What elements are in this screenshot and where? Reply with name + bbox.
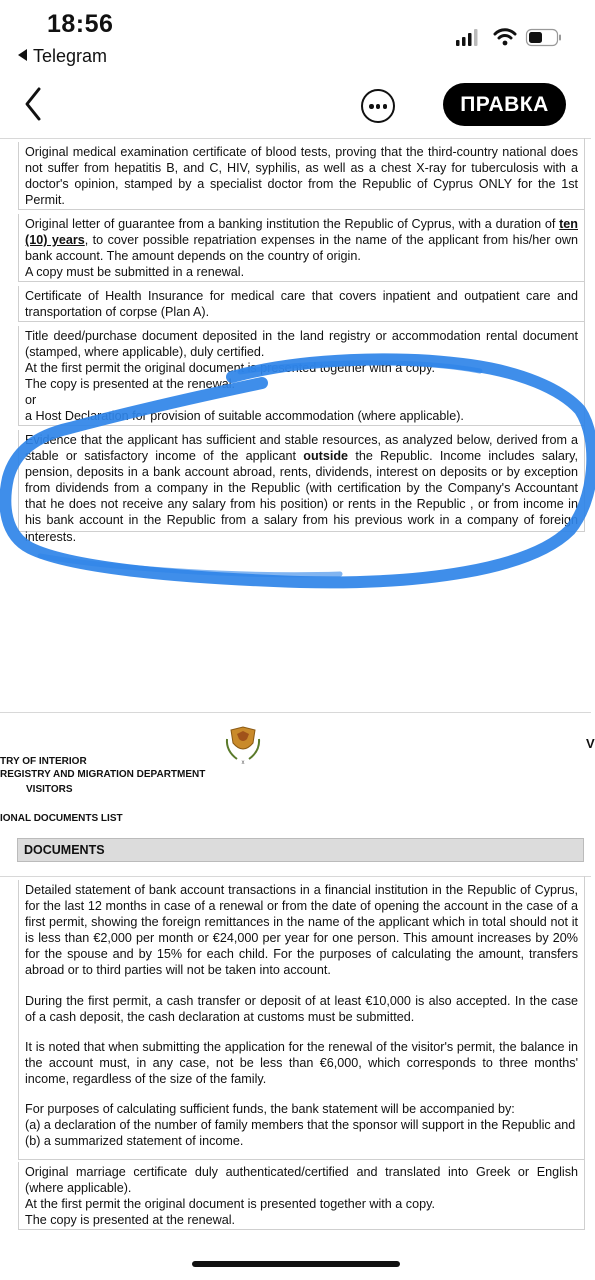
row-top-border <box>0 876 591 877</box>
requirement-text: Title deed/purchase document deposited in the land registry or accommodation rental document (stamped, where applicable), duly certified. <box>25 329 578 360</box>
department-header-line: REGISTRY AND MIGRATION DEPARTMENT <box>0 769 206 780</box>
dot-icon <box>369 104 374 109</box>
status-time: 18:56 <box>47 10 114 38</box>
requirement-text: For purposes of calculating sufficient funds, the bank statement will be accompanied by: <box>25 1102 515 1117</box>
requirement-marriage-certificate <box>18 1162 584 1230</box>
requirement-medical <box>18 142 584 210</box>
requirement-text: or <box>25 393 37 408</box>
requirement-text: Original letter of guarantee from a banking institution the Republic of Cyprus, with a duration of <box>25 217 560 231</box>
requirement-text: , to cover possible repatriation expenses in the name of the applicant from his/her own bank account. The amount depends on the country of origin. <box>25 233 579 264</box>
page-top-border <box>0 712 591 713</box>
requirement-text: the Republic. Income includes salary, pension, deposits in a bank account abroad, rents, dividends, interest on deposits or by exception from dividends from a company in the Republic (with certification by the Company's Accountant that he does not receive any salary from his position) or rents in the Republic , or from income in his bank account in the Republic from a salary from his previous work in a company of foreign interests. <box>25 449 578 544</box>
requirement-text: The copy is presented at the renewal. <box>25 377 236 392</box>
outside-emphasis: outside <box>303 449 349 464</box>
back-to-app-link[interactable] <box>18 46 107 67</box>
table-right-border <box>584 876 585 1230</box>
documents-list-title: IONAL DOCUMENTS LIST <box>0 813 123 824</box>
requirement-accommodation <box>18 326 584 426</box>
requirement-text: Original marriage certificate duly authenticated/certified and translated into Greek or English (where applicable). <box>25 1165 578 1196</box>
requirement-text: At the first permit the original document is presented together with a copy. <box>25 1197 435 1212</box>
requirement-text: Detailed statement of bank account transactions in a financial institution in the Republic of Cyprus, for the last 12 months in case of a renewal or from the date of opening the account in the case of a first permit, showing the foreign remittances in the name of the applicant which in total should not it is less than €2,000 per month or €24,000 per year for one person. This amount increases by 20% for the spouse and by 15% for each child. For the purposes of calculating the amount, transfers abroad or to third parties will not be taken into account. <box>25 883 578 978</box>
requirement-bank-guarantee <box>18 214 584 282</box>
ten-years-emphasis: ten (10) years <box>25 217 578 248</box>
requirement-health-insurance <box>18 286 584 322</box>
visitors-header-line: VISITORS <box>26 784 73 795</box>
edit-button[interactable]: ПРАВКА <box>443 83 566 126</box>
requirement-text: Original medical examination certificate of blood tests, proving that the third-country national does not suffer from hepatitis B, and C, HIV, syphilis, as well as a chest X-ray for tuberculosis with a doctor's opinion, stamped by a specialist doctor from the Republic of Cyprus ONLY for the 1st Permit. <box>25 145 578 208</box>
dot-icon <box>376 104 381 109</box>
status-icons <box>456 28 566 48</box>
wifi-icon <box>495 30 515 46</box>
cellular-signal-icon <box>456 29 478 46</box>
requirement-bank-statement <box>18 880 584 1160</box>
ministry-header-line: TRY OF INTERIOR <box>0 756 87 767</box>
requirement-text: a Host Declaration for provision of suitable accommodation (where applicable). <box>25 409 464 424</box>
requirement-text: (a) a declaration of the number of family members that the sponsor will support in the Republic and <box>25 1118 576 1133</box>
back-chevron-icon[interactable] <box>22 86 58 122</box>
svg-text:x: x <box>241 760 245 766</box>
documents-column-header: DOCUMENTS <box>17 838 584 862</box>
battery-icon <box>527 30 562 46</box>
requirement-text: Evidence that the applicant has sufficient and stable resources, as analyzed below, derived from a stable or satisfactory income of the applicant <box>25 433 578 464</box>
requirement-sufficient-resources <box>18 430 584 544</box>
cyprus-coat-of-arms-icon <box>223 725 263 765</box>
dot-icon <box>383 104 388 109</box>
requirement-note: A copy must be submitted in a renewal. <box>25 265 245 280</box>
requirement-text: The copy is presented at the renewal. <box>25 1213 236 1228</box>
requirement-text: During the first permit, a cash transfer or deposit of at least €10,000 is also accepted. In the case of a cash deposit, the cash declaration at customs must be submitted. <box>25 993 578 1024</box>
back-triangle-icon <box>18 49 27 61</box>
requirement-text: Certificate of Health Insurance for medical care that covers inpatient and outpatient care and transportation of corpse (Plan A). <box>25 289 578 320</box>
table-right-border <box>584 138 585 532</box>
home-indicator[interactable] <box>192 1261 400 1267</box>
requirement-text: At the first permit the original document is presented together with a copy. <box>25 361 435 376</box>
requirement-text: It is noted that when submitting the application for the renewal of the visitor's permit, the balance in the account must, in any case, not be less than €6,000, which corresponds to three months' income, regardless of the size of the family. <box>25 1039 578 1086</box>
requirement-text: (b) a summarized statement of income. <box>25 1134 244 1149</box>
cut-off-edge-text: V <box>586 736 595 751</box>
back-app-label: Telegram <box>33 46 108 66</box>
more-options-button[interactable] <box>361 89 395 123</box>
page-top-border <box>0 138 591 139</box>
